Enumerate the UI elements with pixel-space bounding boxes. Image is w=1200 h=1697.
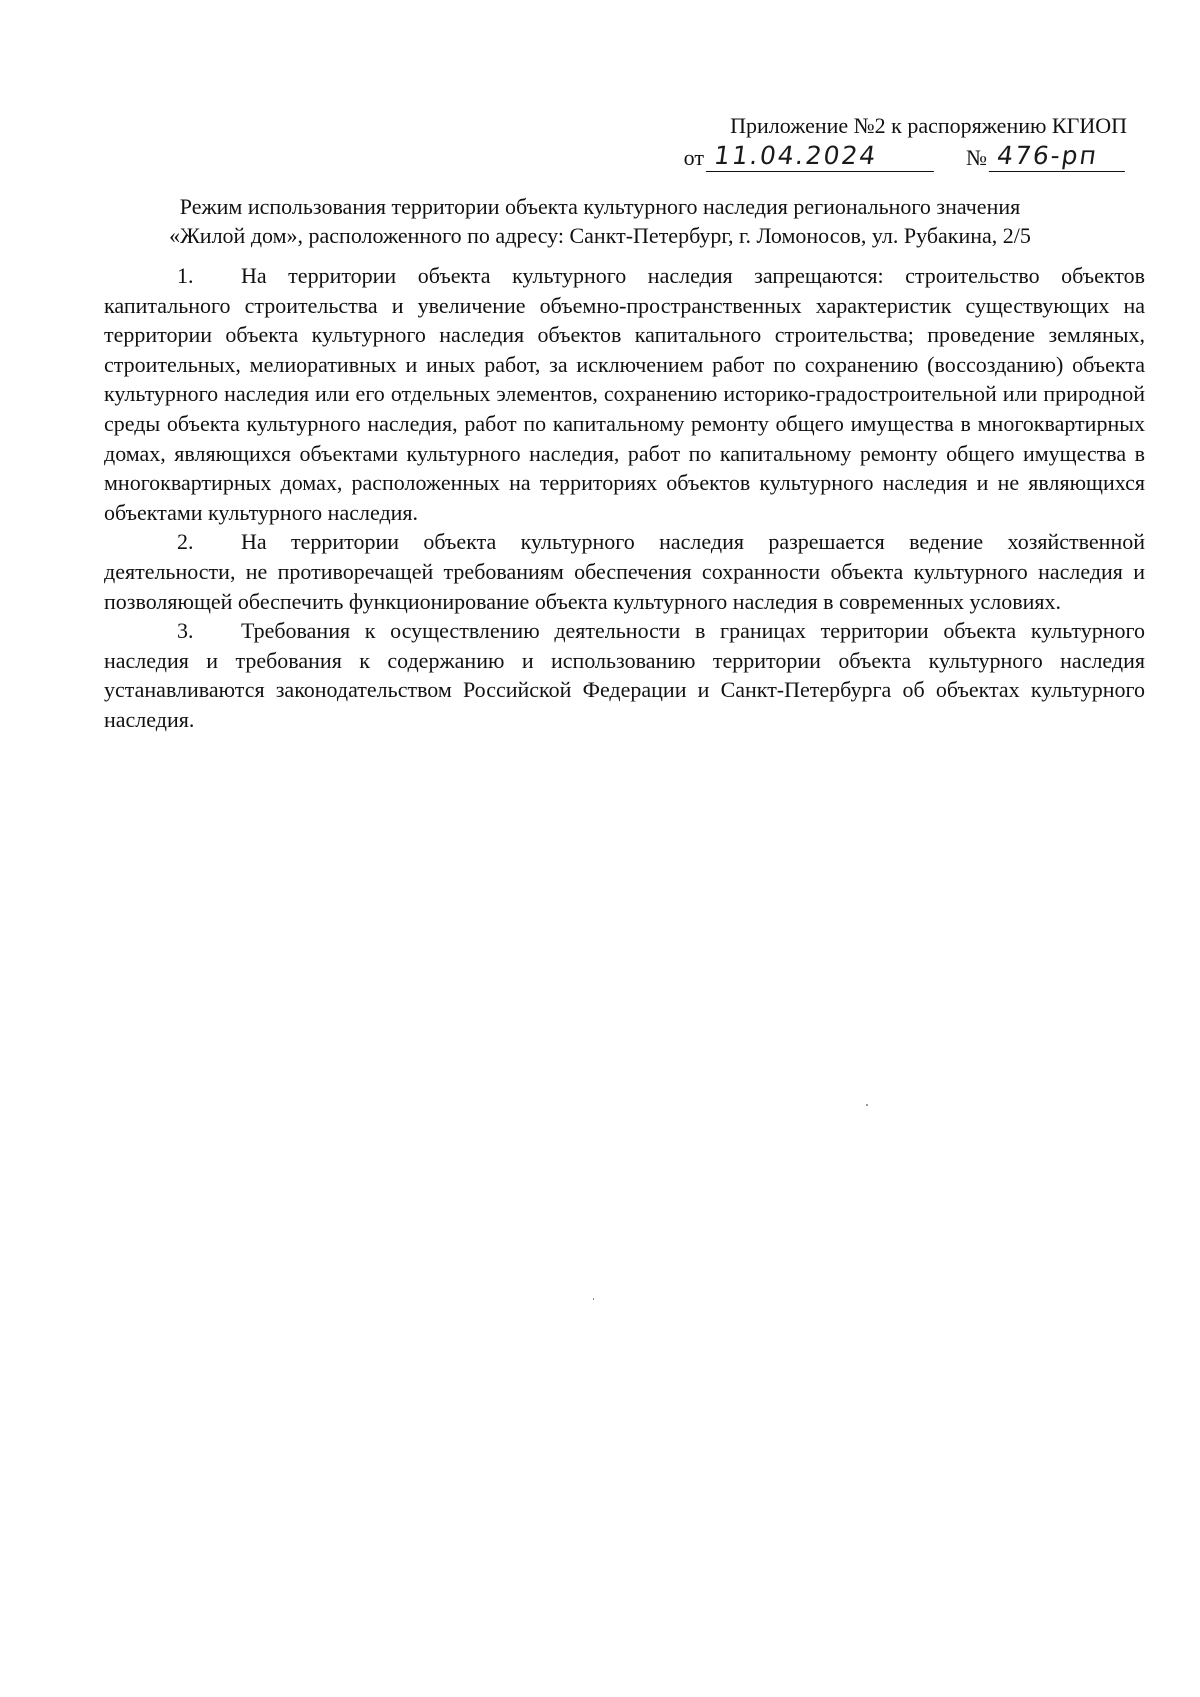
title-line-1: Режим использования территории объекта культурного наследия регионального значения: [179, 194, 1021, 219]
appendix-caption: Приложение №2 к распоряжению КГИОП: [730, 113, 1127, 138]
appendix-header: [647, 112, 1127, 172]
paragraph-1: [104, 261, 1145, 527]
date-prefix: от: [683, 145, 704, 170]
paragraph-number: 2.: [177, 529, 194, 555]
paragraph-text: На территории объекта культурного наследия запрещаются: строительство объектов капитального строительства и увеличение объемно-пространственных характеристик существующих на территории объекта культурного наследия объектов капитального строительства; проведение земляных, строительных, мелиоративных и иных работ, за исключением работ по сохранению (воссозданию) объекта культурного наследия или его отдельных элементов, сохранению историко-градостроительной или природной среды объекта культурного наследия, работ по капитальному ремонту общего имущества в многоквартирных домах, являющихся объектами культурного наследия, работ по капитальному ремонту общего имущества в многоквартирных домах, расположенных на территориях объектов культурного наследия и не являющихся объектами культурного наследия.: [104, 263, 1145, 525]
handwritten-date: 11.04.2024: [706, 141, 938, 172]
document-body: [104, 261, 1145, 735]
scan-speck: [593, 1298, 594, 1300]
document-title: [100, 192, 1100, 250]
paragraph-3: [104, 616, 1145, 734]
paragraph-number: 3.: [177, 618, 194, 644]
paragraph-2: [104, 527, 1145, 616]
paragraph-text: На территории объекта культурного наследия разрешается ведение хозяйственной деятельности, не противоречащей требованиям обеспечения сохранности объекта культурного наследия и позволяющей обеспечить функционирование объекта культурного наследия в современных условиях.: [104, 529, 1145, 614]
title-line-2: «Жилой дом», расположенного по адресу: Санкт-Петербург, г. Ломоносов, ул. Рубакина, 2/5: [169, 223, 1031, 248]
order-reference: [647, 140, 1127, 172]
number-prefix: №: [966, 145, 987, 170]
handwritten-order-number: 476-рп: [989, 141, 1129, 172]
paragraph-text: Требования к осуществлению деятельности в границах территории объекта культурного наследия и требования к содержанию и использованию территории объекта культурного наследия устанавливаются законодательством Российской Федерации и Санкт-Петербурга об объектах культурного наследия.: [104, 618, 1145, 732]
paragraph-number: 1.: [177, 263, 194, 288]
scan-speck: [866, 1104, 868, 1106]
